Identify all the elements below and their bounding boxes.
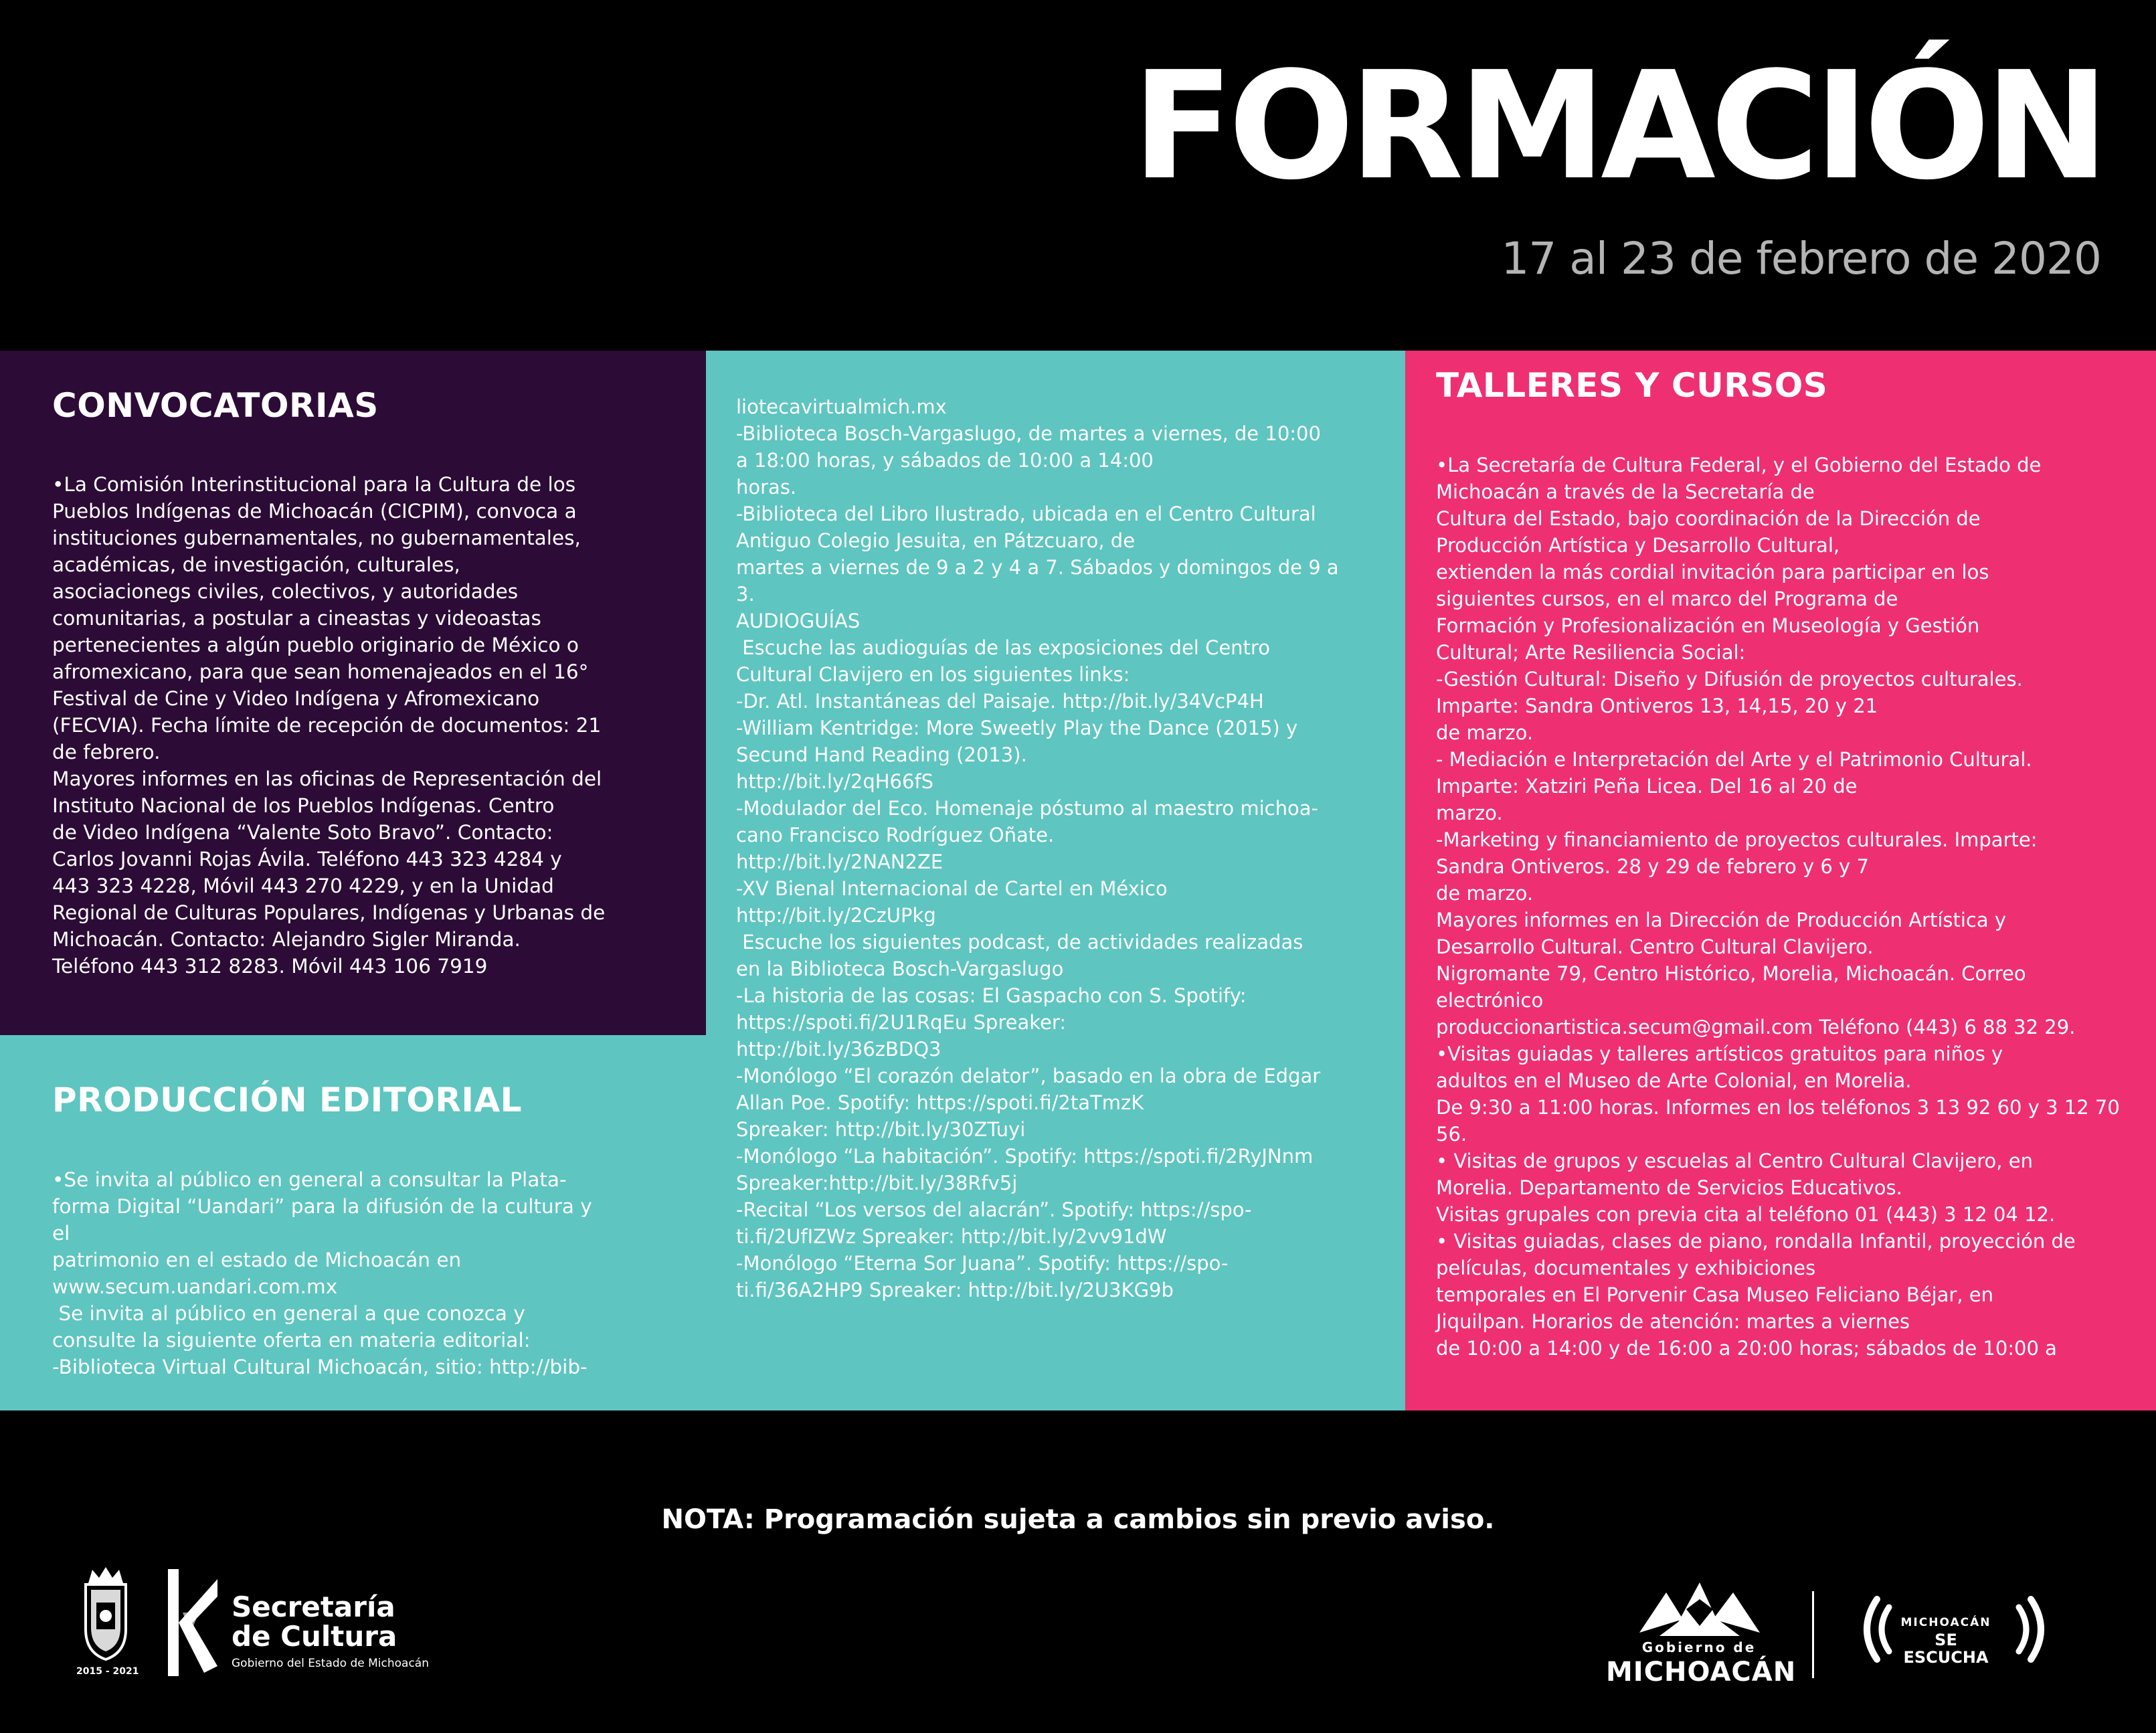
talleres-body: •La Secretaría de Cultura Federal, y el Gobierno del Estado de Michoacán a través de la Secretaría de Cultura del Estado, bajo coordinación de la Dirección de Producción Artística y Desarrollo Cultural, extienden la más cordial invitación para participar en los siguientes cursos, en el marco del Programa de Formación y Profesionalización en Museología y Gestión Cultural; Arte Resiliencia Social: -Gestión Cultural: Diseño y Difusión de proyectos culturales. Imparte: Sandra Ontiveros 13, 14,15, 20 y 21 de marzo. - Mediación e Interpretación del Arte y el Patrimonio Cultural. Imparte: Xatziri Peña Licea. Del 16 al 20 de marzo. -Marketing y financiamiento de proyectos culturales. Imparte: Sandra Ontiveros. 28 y 29 de febrero y 6 y 7 de marzo. Mayores informes en la Dirección de Producción Artística y Desarrollo Cultural. Centro Cultural Clavijero. Nigromante 79, Centro Histórico, Morelia, Michoacán. Correo electrónico produccionartistica.secum@gmail.com Teléfono (443) 6 88 32 29. •Visitas guiadas y talleres artísticos gratuitos para niños y adultos en el Museo de Arte Colonial, en Morelia. De 9:30 a 11:00 horas. Informes en los teléfonos 3 13 92 60 y 3 12 70 56. • Visitas de grupos y escuelas al Centro Cultural Clavijero, en Morelia. Departamento de Servicios Educativos. Visitas grupales con previa cita al teléfono 01 (443) 3 12 04 12. • Visitas guiadas, clases de piano, rondalla Infantil, proyección de películas, documentales y exhibiciones temporales en El Porvenir Casa Museo Feliciano Béjar, en Jiquilpan. Horarios de atención: martes a viernes de 10:00 a 14:00 y de 16:00 a 20:00 horas; sábados de 10:00 a (1436, 454, 2120, 1360)
convocatorias-heading: CONVOCATORIAS (52, 386, 379, 425)
gobierno-de-text: Gobierno de (1641, 1639, 1757, 1655)
produccion-editorial-body: •Se invita al público en general a consultar la Plata- forma Digital “Uandari” para la difusión de la cultura y el patrimonio en el estado de Michoacán en www.secum.uandari.com.mx Se invita al público en general a que conozca y consulte la siguiente oferta en materia editorial: -Biblioteca Virtual Cultural Michoacán, sitio: http://bib- (52, 1168, 592, 1378)
date-range: 17 al 23 de febrero de 2020 (1501, 233, 2101, 284)
talleres-heading: TALLERES Y CURSOS (1436, 366, 1828, 405)
secretaria-subtitle: Gobierno del Estado de Michoacán (232, 1657, 429, 1670)
middle-column-body: liotecavirtualmich.mx -Biblioteca Bosch-Vargaslugo, de martes a viernes, de 10:00 a 18:00 horas, y sábados de 10:00 a 14:00 horas. -Biblioteca del Libro Ilustrado, ubicada en el Centro Cultural Antiguo Colegio Jesuita, en Pátzcuaro, de martes a viernes de 9 a 2 y 4 a 7. Sábados y domingos de 9 a 3. AUDIOGUÍAS Escuche las audioguías de las exposiciones del Centro Cultural Clavijero en los siguientes links: -Dr. Atl. Instantáneas del Paisaje. http://bit.ly/34VcP4H -William Kentridge: More Sweetly Play the Dance (2015) y Secund Hand Reading (2013). http://bit.ly/2qH66fS -Modulador del Eco. Homenaje póstumo al maestro michoa- cano Francisco Rodríguez Oñate. http://bit.ly/2NAN2ZE -XV Bienal Internacional de Cartel en México http://bit.ly/2CzUPkg Escuche los siguientes podcast, de actividades realizadas en la Biblioteca Bosch-Vargaslugo -La historia de las cosas: El Gaspacho con S. Spotify: https://spoti.fi/2U1RqEu Spreaker: http://bit.ly/36zBDQ3 -Monólogo “El corazón delator”, basado en la obra de Edgar Allan Poe. Spotify: https://spoti.fi/2taTmzK Spreaker: http://bit.ly/30ZTuyi -Monólogo “La habitación”. Spotify: https://spoti.fi/2RyJNnm Spreaker:http://bit.ly/38Rfv5j -Recital “Los versos del alacrán”. Spotify: https://spo- ti.fi/2UfIZWz Spreaker: http://bit.ly/2vv91dW -Monólogo “Eterna Sor Juana”. Spotify: https://spo- ti.fi/36A2HP9 Spreaker: http://bit.ly/2U3KG9b (736, 395, 1339, 1301)
secretaria-k-logo-icon (156, 1566, 223, 1679)
logo-divider (1812, 1591, 1814, 1678)
crest-years: 2015 - 2021 (76, 1666, 139, 1677)
state-crest-icon (79, 1566, 132, 1663)
nota-disclaimer: NOTA: Programación sujeta a cambios sin previo aviso. (661, 1504, 1495, 1535)
michoacan-se-escucha-badge: MICHOACÁN SE ESCUCHA (1900, 1616, 1991, 1667)
produccion-editorial-panel (0, 1035, 706, 1410)
convocatorias-body: •La Comisión Interinstitucional para la Cultura de los Pueblos Indígenas de Michoacán (CICPIM), convoca a instituciones gubernamentales, no gubernamentales, académicas, de investigación, culturales, asociacionegs civiles, colectivos, y autoridades comunitarias, a postular a cineastas y videoastas pertenecientes a algún pueblo originario de México o afromexicano, para que sean homenajeados en el 16° Festival de Cine y Video Indígena y Afromexicano (FECVIA). Fecha límite de recepción de documentos: 21 de febrero. Mayores informes en las oficinas de Representación del Instituto Nacional de los Pueblos Indígenas. Centro de Video Indígena “Valente Soto Bravo”. Contacto: Carlos Jovanni Rojas Ávila. Teléfono 443 323 4284 y 443 323 4228, Móvil 443 270 4229, y en la Unidad Regional de Culturas Populares, Indígenas y Urbanas de Michoacán. Contacto: Alejandro Sigler Miranda. Teléfono 443 312 8283. Móvil 443 106 7919 (52, 473, 606, 978)
page-title: FORMACIÓN (1132, 40, 2104, 213)
michoacan-text: MICHOACÁN (1606, 1657, 1797, 1688)
middle-column-panel (706, 351, 1405, 1410)
gobierno-michoacan-mark-icon (1619, 1579, 1780, 1639)
convocatorias-panel (0, 351, 706, 1035)
gobierno-michoacan-logo (1606, 1579, 2088, 1686)
produccion-editorial-heading: PRODUCCIÓN EDITORIAL (52, 1081, 523, 1119)
talleres-panel (1405, 351, 2156, 1410)
secretaria-name: Secretaría de Cultura (232, 1590, 397, 1653)
